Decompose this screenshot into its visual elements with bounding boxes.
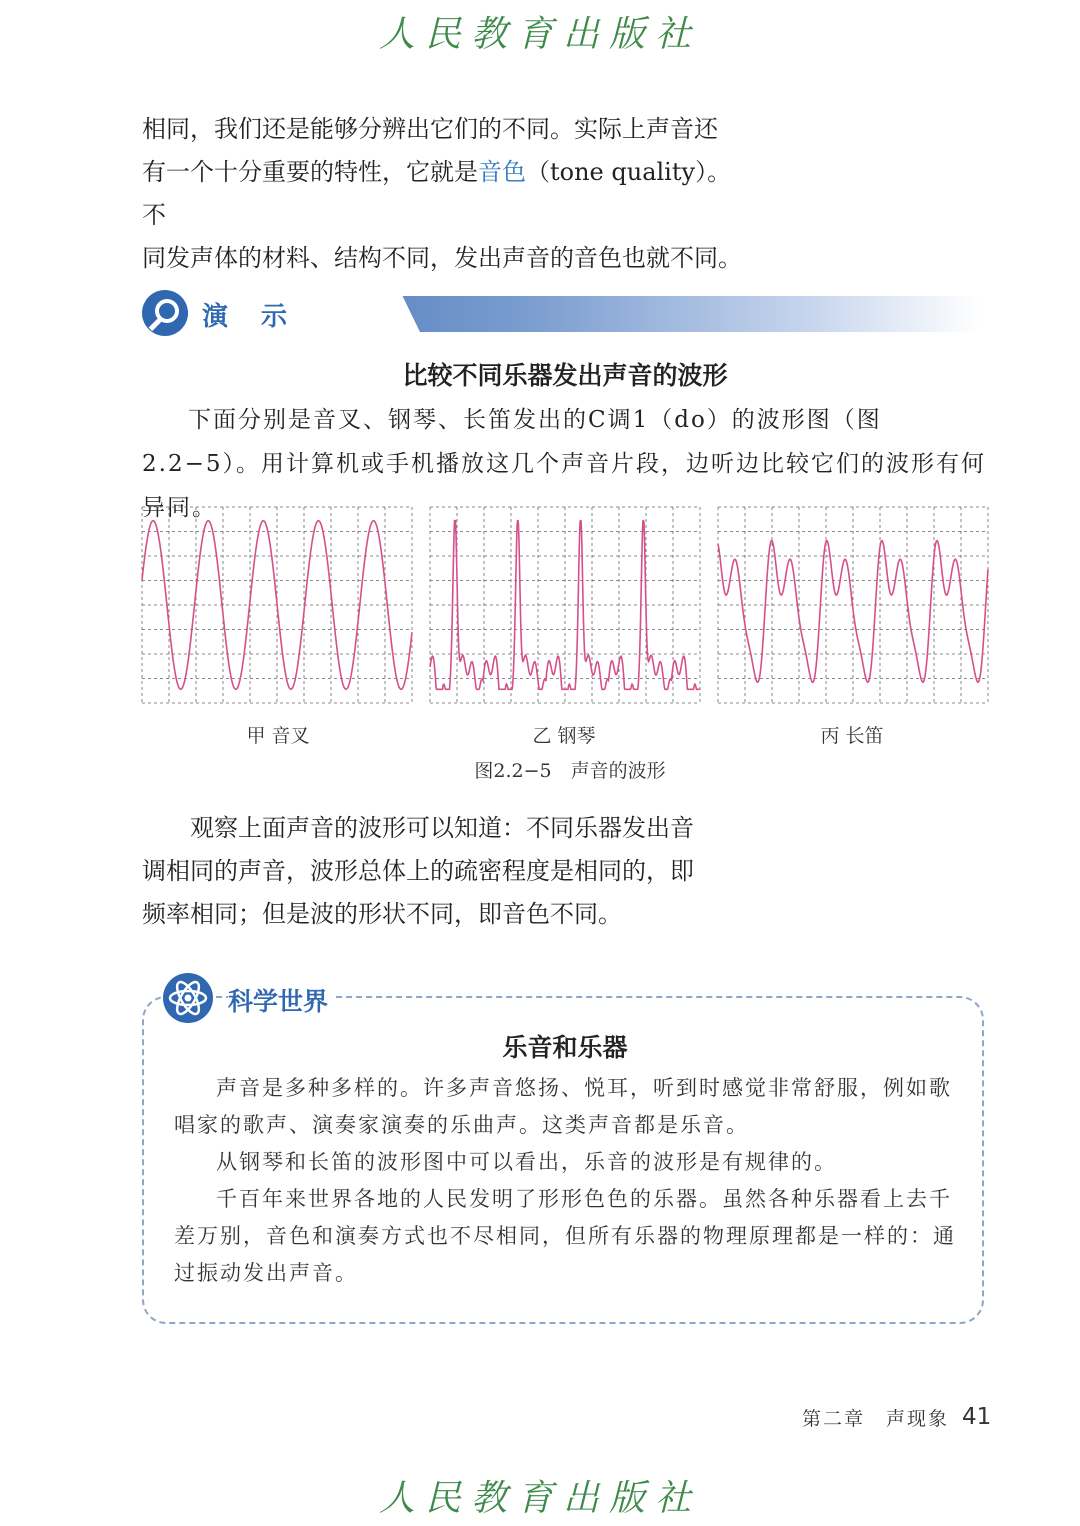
demo-label: 演 示 [202, 302, 300, 332]
science-world-paragraph-2: 从钢琴和长笛的波形图中可以看出，乐音的波形是有规律的。 [216, 1150, 837, 1174]
science-world-title: 乐音和乐器 [502, 1033, 628, 1062]
waveform-figure [140, 505, 990, 705]
observation-line-1: 观察上面声音的波形可以知道：不同乐器发出音 [190, 814, 694, 842]
science-world-text [174, 1070, 964, 1292]
demo-banner [140, 286, 980, 336]
science-world-label: 科学世界 [228, 982, 336, 1018]
term-tone-quality: 音色 [478, 158, 526, 186]
demo-body-text: 下面分别是音叉、钢琴、长笛发出的C调1（do）的波形图（图2.2−5）。用计算机或手机播放这几个声音片段，边听边比较它们的波形有何异同。 [142, 407, 986, 521]
observation-line-3: 频率相同；但是波的形状不同，即音色不同。 [142, 900, 622, 928]
science-world-paragraph-3: 千百年来世界各地的人民发明了形形色色的乐器。虽然各种乐器看上去千差万别，音色和演奏方式也不尽相同，但所有乐器的物理原理都是一样的：通过振动发出声音。 [174, 1187, 956, 1285]
atom-icon [162, 972, 214, 1024]
waveform-panel-piano [430, 507, 700, 703]
observation-paragraph [142, 807, 742, 936]
publisher-watermark-top: 人民教育出版社 [378, 14, 701, 55]
science-world-paragraph-1: 声音是多种多样的。许多声音悠扬、悦耳，听到时感觉非常舒服，例如歌唱家的歌声、演奏家演奏的乐曲声。这类声音都是乐音。 [174, 1076, 952, 1137]
page-number: 41 [962, 1404, 992, 1430]
chart-label-piano: 乙 钢琴 [532, 725, 596, 747]
intro-line-1: 相同，我们还是能够分辨出它们的不同。实际上声音还 [142, 115, 718, 143]
observation-line-2: 调相同的声音，波形总体上的疏密程度是相同的，即 [142, 857, 694, 885]
chapter-footer: 第二章 声现象 [802, 1408, 950, 1430]
intro-line-3: 同发声体的材料、结构不同，发出声音的音色也就不同。 [142, 244, 742, 272]
demo-title: 比较不同乐器发出声音的波形 [402, 361, 728, 390]
waveform-panel-tuning-fork [142, 507, 412, 703]
publisher-watermark-bottom: 人民教育出版社 [378, 1478, 701, 1519]
waveform-panel-flute [718, 507, 988, 703]
figure-caption: 图2.2−5 声音的波形 [474, 760, 666, 782]
magnifier-icon [140, 288, 190, 338]
intro-line-2: 有一个十分重要的特性，它就是音色（tone quality）。不 [142, 158, 732, 229]
intro-paragraph [142, 108, 742, 280]
chart-label-tuning-fork: 甲 音叉 [246, 725, 310, 747]
chart-label-flute: 丙 长笛 [820, 725, 884, 747]
